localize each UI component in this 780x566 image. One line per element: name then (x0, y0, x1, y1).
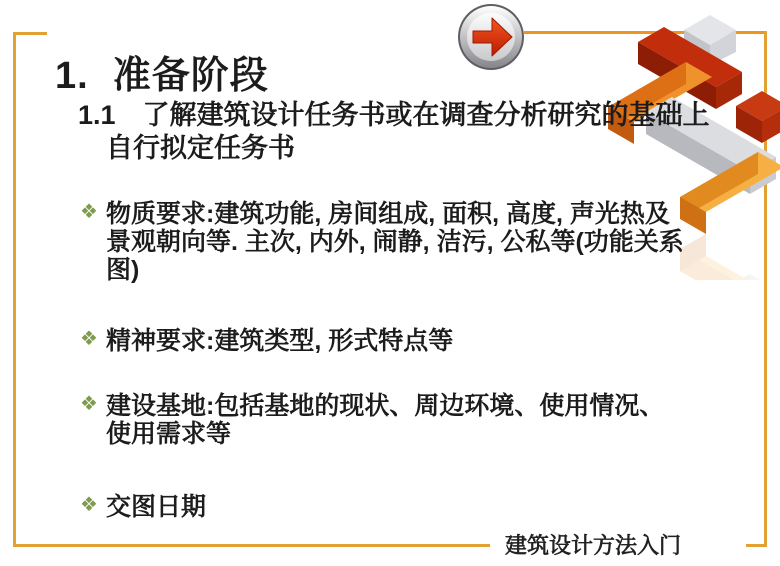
list-item (80, 327, 453, 355)
bullet-text-line: 使用需求等 (106, 420, 232, 448)
bullet-text-line: 建设基地:包括基地的现状、周边环境、使用情况、 (106, 392, 665, 420)
diamond-bullet-icon: ❖ (80, 328, 98, 350)
subtitle-line: 1.1 了解建筑设计任务书或在调查分析研究的基础上 (78, 100, 710, 130)
bullet-text-line: 图) (106, 256, 140, 284)
list-item (80, 493, 206, 521)
bullet-text-line: 交图日期 (106, 493, 207, 521)
slide-title-number: 1. (55, 55, 89, 97)
bullet-text-line: 景观朝向等. 主次, 内外, 闹静, 洁污, 公私等(功能关系 (106, 228, 684, 256)
diamond-bullet-icon: ❖ (80, 393, 98, 415)
footer-course-title: 建筑设计方法入门 (505, 533, 682, 558)
list-item (80, 392, 664, 448)
bullet-text-line: 物质要求:建筑功能, 房间组成, 面积, 高度, 声光热及 (106, 200, 670, 228)
list-item (80, 200, 684, 284)
bullet-text-line: 精神要求:建筑类型, 形式特点等 (106, 327, 454, 355)
subtitle-line: 自行拟定任务书 (106, 133, 295, 163)
diamond-bullet-icon: ❖ (80, 201, 98, 223)
diamond-bullet-icon: ❖ (80, 494, 98, 516)
slide-title-text: 准备阶段 (112, 55, 269, 97)
